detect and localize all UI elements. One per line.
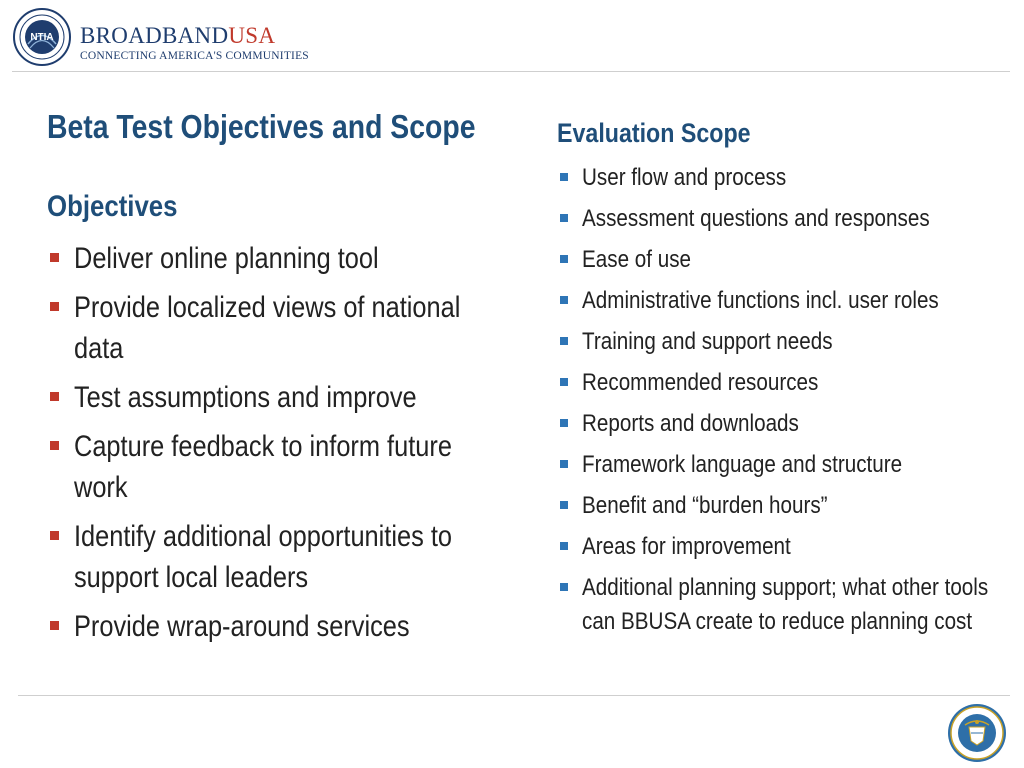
- objectives-list: [47, 238, 507, 655]
- header-divider: [12, 71, 1010, 72]
- objectives-item-text: Test assumptions and improve: [74, 381, 417, 414]
- objectives-list-item: [47, 287, 507, 369]
- square-bullet-icon: [560, 583, 568, 591]
- scope-list-item: [557, 407, 1007, 441]
- square-bullet-icon: [50, 441, 59, 450]
- scope-item-text: Areas for improvement: [582, 533, 791, 560]
- brand-name: [80, 24, 309, 48]
- square-bullet-icon: [50, 253, 59, 262]
- square-bullet-icon: [560, 501, 568, 509]
- scope-list-item: [557, 325, 1007, 359]
- square-bullet-icon: [560, 337, 568, 345]
- scope-list-item: [557, 161, 1007, 195]
- square-bullet-icon: [50, 531, 59, 540]
- square-bullet-icon: [50, 302, 59, 311]
- objectives-item-text: Identify additional opportunities to support local leaders: [74, 520, 452, 594]
- square-bullet-icon: [560, 460, 568, 468]
- scope-item-text: Additional planning support; what other tools can BBUSA create to reduce planning cost: [582, 574, 989, 635]
- scope-list-item: [557, 571, 1007, 639]
- scope-item-text: Framework language and structure: [582, 451, 903, 478]
- scope-item-text: Benefit and “burden hours”: [582, 492, 828, 519]
- department-of-commerce-seal-icon: [947, 703, 1007, 763]
- square-bullet-icon: [560, 542, 568, 550]
- slide-header: [0, 0, 1024, 72]
- evaluation-scope-list: [557, 161, 1007, 646]
- ntia-seal-icon: [12, 7, 72, 67]
- scope-list-item: [557, 448, 1007, 482]
- scope-list-item: [557, 243, 1007, 277]
- objectives-list-item: [47, 377, 507, 418]
- footer-divider: [18, 695, 1010, 696]
- square-bullet-icon: [560, 296, 568, 304]
- scope-list-item: [557, 489, 1007, 523]
- slide-title: Beta Test Objectives and Scope: [47, 108, 476, 145]
- evaluation-scope-heading: Evaluation Scope: [557, 118, 751, 148]
- square-bullet-icon: [560, 378, 568, 386]
- objectives-item-text: Provide localized views of national data: [74, 291, 461, 365]
- scope-item-text: Administrative functions incl. user roles: [582, 287, 939, 314]
- brand-name-accent: USA: [228, 23, 276, 48]
- brand-logo: [80, 24, 309, 62]
- square-bullet-icon: [50, 392, 59, 401]
- scope-item-text: Ease of use: [582, 246, 692, 273]
- objectives-heading: Objectives: [47, 190, 178, 223]
- square-bullet-icon: [560, 255, 568, 263]
- svg-text:NTIA: NTIA: [30, 32, 54, 43]
- objectives-item-text: Deliver online planning tool: [74, 242, 379, 275]
- brand-tagline: CONNECTING AMERICA'S COMMUNITIES: [80, 50, 309, 62]
- square-bullet-icon: [560, 173, 568, 181]
- scope-list-item: [557, 366, 1007, 400]
- objectives-item-text: Capture feedback to inform future work: [74, 430, 452, 504]
- objectives-list-item: [47, 238, 507, 279]
- scope-item-text: Assessment questions and responses: [582, 205, 930, 232]
- scope-item-text: Recommended resources: [582, 369, 819, 396]
- square-bullet-icon: [560, 214, 568, 222]
- square-bullet-icon: [560, 419, 568, 427]
- scope-item-text: Training and support needs: [582, 328, 833, 355]
- objectives-list-item: [47, 606, 507, 647]
- scope-list-item: [557, 202, 1007, 236]
- objectives-list-item: [47, 516, 507, 598]
- objectives-list-item: [47, 426, 507, 508]
- brand-name-main: BROADBAND: [80, 23, 229, 48]
- objectives-item-text: Provide wrap-around services: [74, 610, 410, 643]
- scope-list-item: [557, 284, 1007, 318]
- square-bullet-icon: [50, 621, 59, 630]
- scope-item-text: Reports and downloads: [582, 410, 799, 437]
- scope-item-text: User flow and process: [582, 164, 787, 191]
- scope-list-item: [557, 530, 1007, 564]
